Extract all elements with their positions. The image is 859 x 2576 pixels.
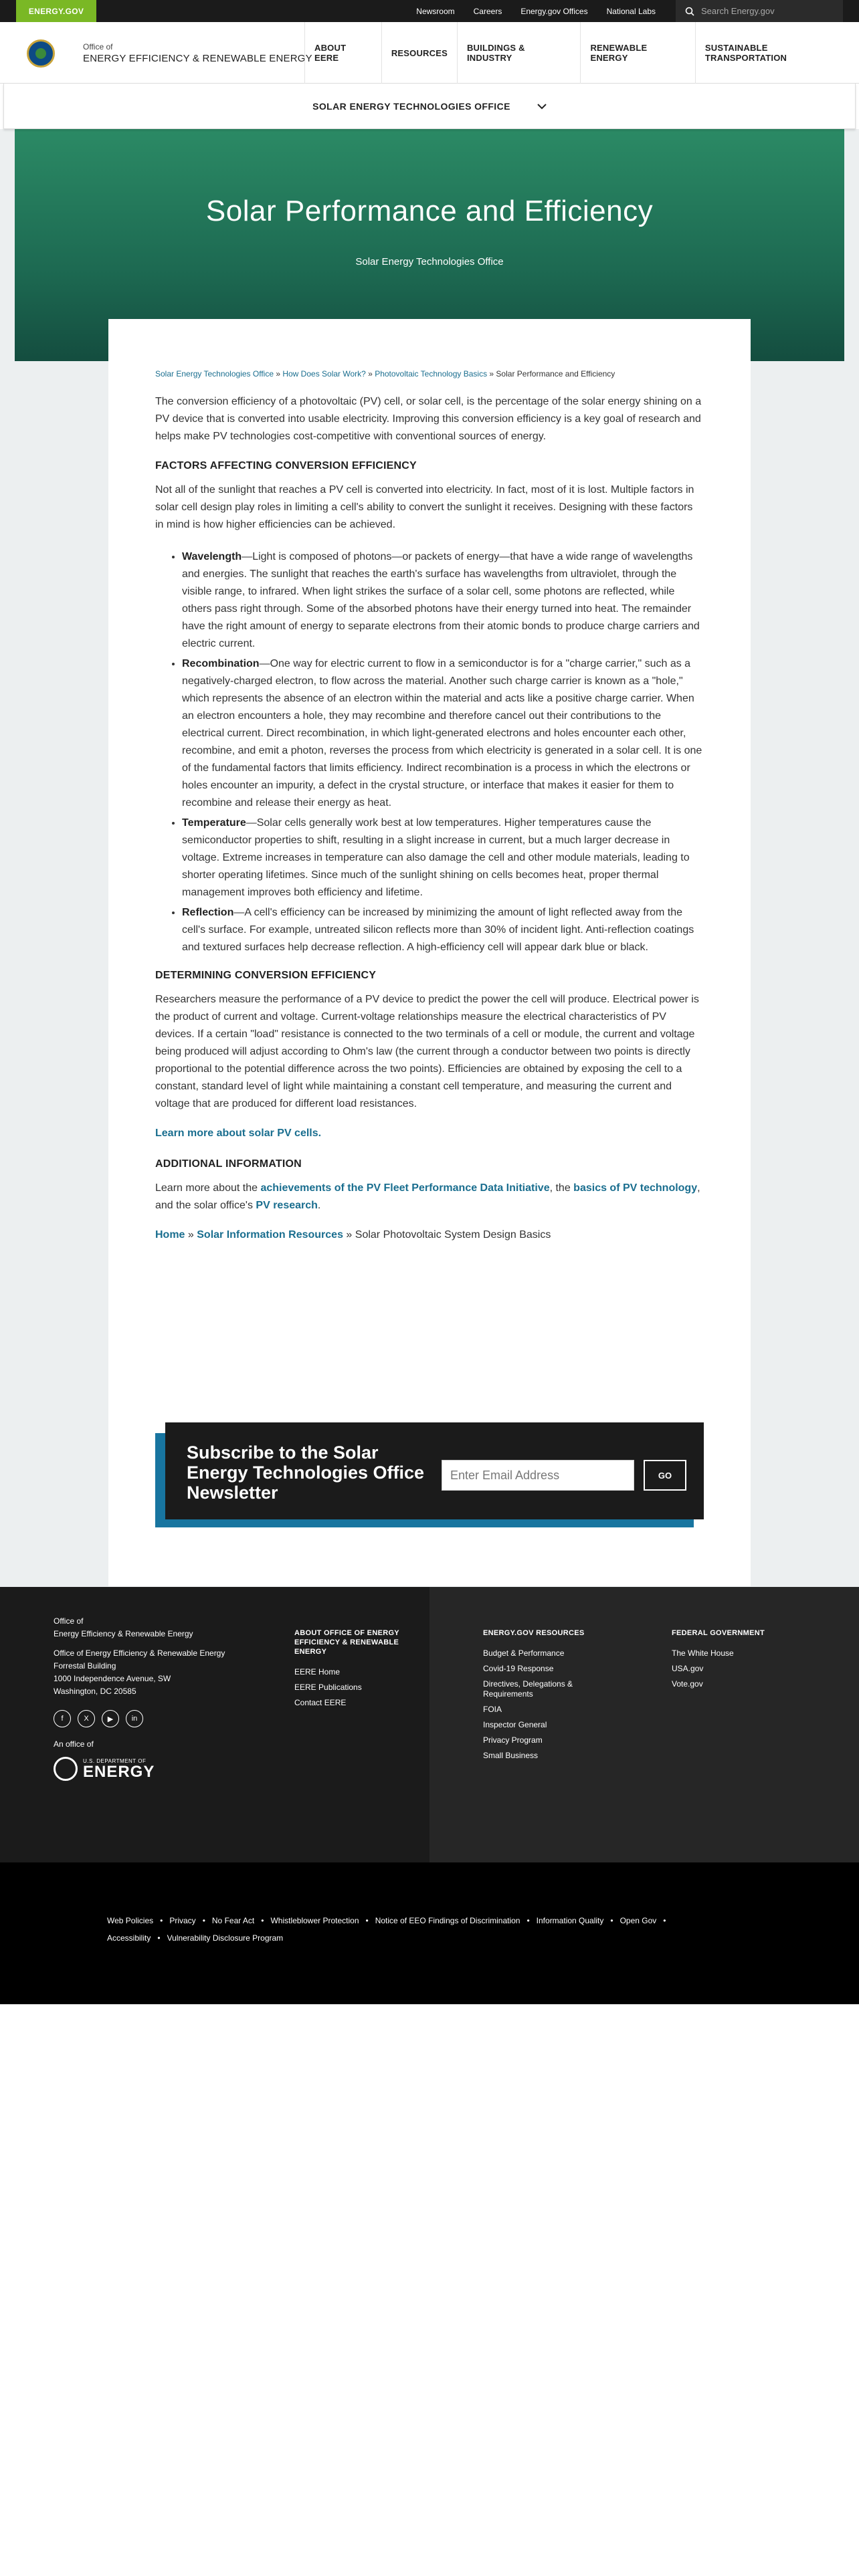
factors-heading: FACTORS AFFECTING CONVERSION EFFICIENCY <box>155 460 417 471</box>
footer-federal-heading: FEDERAL GOVERNMENT <box>672 1629 765 1637</box>
footer-link[interactable]: EERE Publications <box>294 1683 362 1692</box>
footer-link[interactable]: Budget & Performance <box>483 1648 565 1658</box>
subscribe-box <box>165 1422 704 1519</box>
search-input[interactable] <box>701 6 835 16</box>
address-line: Office of Energy Efficiency & Renewable Energy <box>54 1648 225 1658</box>
office-logo[interactable] <box>83 42 312 64</box>
learn-more-link[interactable]: Learn more about solar PV cells. <box>155 1128 322 1139</box>
office-subnav[interactable] <box>3 84 856 129</box>
linkedin-icon[interactable]: in <box>126 1710 143 1727</box>
energy-gov-brand[interactable]: ENERGY.GOV <box>16 0 96 22</box>
footer-about-column <box>294 1628 411 1713</box>
legal-separator: • <box>160 1916 163 1925</box>
footer-office-small: Office of <box>54 1616 84 1626</box>
main-header <box>0 22 859 84</box>
legal-separator: • <box>610 1916 613 1925</box>
legal-link[interactable]: Web Policies <box>107 1916 154 1925</box>
factor-desc: —One way for electric current to flow in a semiconductor is for a "charge carrier," such as a negatively-charged electron, to flow across the material. Another such charge carrier is known as a "hole," which represents the absence of an electron within the material and acts like a positive charge carrier. When an electron encounters a hole, they may recombine and therefore cancel out their contributions to the electrical current. Direct recombination, in which light-generated electrons and holes encounter each other, recombine, and emit a photon, reverses the process from which electricity is generated in a solar cell. It is one of the fundamental factors that limits efficiency. Indirect recombination is a process in which the electrons or holes encounter an impurity, a defect in the crystal structure, or interface that makes it easier for them to recombine and release their energy as heat. <box>182 658 702 809</box>
list-item <box>182 904 704 956</box>
address-line: 1000 Independence Avenue, SW <box>54 1674 171 1683</box>
youtube-icon[interactable]: ▶ <box>102 1710 119 1727</box>
text-fragment: . <box>317 1200 321 1211</box>
legal-link[interactable]: Accessibility <box>107 1933 151 1943</box>
footer-office-logo[interactable] <box>54 1615 254 1640</box>
doe-logo-small: U.S. DEPARTMENT OF <box>83 1757 147 1764</box>
footer <box>0 1587 859 1862</box>
email-field[interactable] <box>442 1460 634 1491</box>
footer-resources-column <box>483 1628 603 1766</box>
determining-heading: DETERMINING CONVERSION EFFICIENCY <box>155 970 377 981</box>
nav-resources[interactable]: RESOURCES <box>381 22 457 84</box>
subscribe-go-button[interactable]: GO <box>644 1460 686 1491</box>
footer-resources-heading: ENERGY.GOV RESOURCES <box>483 1629 585 1637</box>
list-item <box>182 815 704 901</box>
legal-footer <box>0 1862 859 2004</box>
pv-research-link[interactable]: PV research <box>256 1200 318 1211</box>
trail-home-link[interactable]: Home <box>155 1229 185 1241</box>
additional-heading: ADDITIONAL INFORMATION <box>155 1158 302 1170</box>
main-nav <box>304 22 859 84</box>
legal-separator: • <box>663 1916 666 1925</box>
breadcrumb-separator: » <box>365 369 375 379</box>
trail-separator: » <box>343 1229 355 1241</box>
legal-links-row <box>107 1933 749 1943</box>
page-title: Solar Performance and Efficiency <box>205 195 654 227</box>
utility-link-newsroom[interactable]: Newsroom <box>416 6 455 16</box>
doe-logo[interactable] <box>54 1757 254 1781</box>
nav-about-eere[interactable]: ABOUT EERE <box>304 22 381 84</box>
utility-link-careers[interactable]: Careers <box>473 6 502 16</box>
legal-link[interactable]: Information Quality <box>536 1916 604 1925</box>
legal-link[interactable]: Notice of EEO Findings of Discrimination <box>375 1916 520 1925</box>
office-subnav-title: SOLAR ENERGY TECHNOLOGIES OFFICE <box>312 100 510 112</box>
list-item <box>182 655 704 812</box>
footer-about-heading: ABOUT OFFICE OF ENERGY EFFICIENCY & RENEWABLE ENERGY <box>294 1629 399 1656</box>
chevron-down-icon[interactable] <box>537 103 547 110</box>
an-office-of-label: An office of <box>54 1739 94 1749</box>
factor-desc: —A cell's efficiency can be increased by minimizing the amount of light reflected away from the cell's surface. For example, untreated silicon reflects more than 30% of incident light. Anti-reflection coatings and textured surfaces help decrease reflection. A high-efficiency cell will appear dark blue or black. <box>182 907 694 953</box>
text-fragment: , and the solar office's <box>155 1182 700 1211</box>
utility-bar <box>0 0 859 22</box>
office-logo-name: ENERGY EFFICIENCY & RENEWABLE ENERGY <box>83 53 312 64</box>
nav-renewable-energy[interactable]: RENEWABLE ENERGY <box>580 22 694 84</box>
text-fragment: , the <box>549 1182 574 1194</box>
legal-links-row <box>107 1916 749 1925</box>
breadcrumb-current: Solar Performance and Efficiency <box>496 369 615 379</box>
legal-separator: • <box>157 1933 161 1943</box>
bottom-breadcrumb <box>155 1229 704 1241</box>
intro-paragraph: The conversion efficiency of a photovoltaic (PV) cell, or solar cell, is the percentage of the solar energy shining on a PV device that is converted into usable electricity. Improving this conversion efficiency is a key goal of research and helps make PV technologies cost-competitive with conventional sources of energy. <box>155 396 702 442</box>
nav-sustainable-transportation[interactable]: SUSTAINABLE TRANSPORTATION <box>695 22 859 84</box>
legal-separator: • <box>202 1916 205 1925</box>
search-icon[interactable] <box>685 7 694 16</box>
factor-term: Recombination <box>182 658 260 669</box>
footer-office-column <box>54 1615 254 1781</box>
x-icon[interactable]: X <box>78 1710 95 1727</box>
factor-term: Temperature <box>182 817 246 829</box>
utility-link-labs[interactable]: National Labs <box>606 6 656 16</box>
footer-link[interactable]: FOIA <box>483 1705 502 1714</box>
legal-link[interactable]: Open Gov <box>619 1916 657 1925</box>
determining-paragraph: Researchers measure the performance of a PV device to predict the power the cell will produce. Electrical power is the product of current and voltage. Current-voltage relationships measure the electrical characteristics of PV devices. If a certain "load" resistance is connected to the two terminals of a cell or module, the current and voltage being produced will adjust according to Ohm's law (the current through a conductor between two points is directly proportional to the potential difference across the two points). Efficiencies are obtained by exposing the cell to a constant, standard level of light while maintaining a constant cell temperature, and measuring the current and voltage that are produced for different load resistances. <box>155 994 699 1109</box>
legal-separator: • <box>527 1916 530 1925</box>
trail-current: Solar Photovoltaic System Design Basics <box>355 1229 551 1241</box>
footer-link[interactable]: USA.gov <box>672 1664 704 1673</box>
pv-fleet-link[interactable]: achievements of the PV Fleet Performance Data Initiative <box>260 1182 550 1194</box>
main-content <box>108 319 751 1586</box>
footer-address <box>54 1647 254 1698</box>
additional-paragraph <box>155 1180 704 1214</box>
trail-separator: » <box>185 1229 197 1241</box>
factor-desc: —Solar cells generally work best at low temperatures. Higher temperatures cause the semiconductor properties to shift, resulting in a slight increase in current, but a much larger decrease in voltage. Extreme increases in temperature can also damage the cell and other module materials, leading to shorter operating lifetimes. Since much of the sunlight shining on cells becomes heat, proper thermal management improves both efficiency and lifetime. <box>182 817 690 898</box>
breadcrumb-separator: » <box>274 369 283 379</box>
nav-buildings-industry[interactable]: BUILDINGS & INDUSTRY <box>457 22 581 84</box>
legal-separator: • <box>261 1916 264 1925</box>
footer-office-name: Energy Efficiency & Renewable Energy <box>54 1629 193 1638</box>
list-item <box>182 548 704 653</box>
factor-term: Reflection <box>182 907 234 918</box>
breadcrumb-link[interactable]: How Does Solar Work? <box>282 369 366 379</box>
footer-link[interactable]: Vote.gov <box>672 1679 703 1689</box>
footer-federal-column <box>672 1628 805 1695</box>
text-fragment: Learn more about the <box>155 1182 261 1194</box>
footer-link[interactable]: The White House <box>672 1648 734 1658</box>
subscribe-block <box>155 1422 704 1527</box>
factor-desc: —Light is composed of photons—or packets of energy—that have a wide range of wavelengths and energies. The sunlight that reaches the earth's surface has wavelengths from ultraviolet, through the visible range, to infrared. When light strikes the surface of a solar cell, some photons are reflected, while others pass right through. Some of the absorbed photons have their energy turned into heat. The remainder have the right amount of energy to separate electrons from their atomic bonds to produce charge carriers and electric current. <box>182 551 700 649</box>
legal-link[interactable]: Privacy <box>169 1916 196 1925</box>
utility-links <box>407 0 665 22</box>
footer-link[interactable]: Small Business <box>483 1751 539 1760</box>
trail-resources-link[interactable]: Solar Information Resources <box>197 1229 343 1241</box>
office-logo-small: Office of <box>83 42 113 51</box>
footer-link[interactable]: Covid-19 Response <box>483 1664 554 1673</box>
doe-seal-icon <box>54 1757 78 1781</box>
facebook-icon[interactable]: f <box>54 1710 71 1727</box>
footer-link[interactable]: Directives, Delegations & Requirements <box>483 1679 573 1699</box>
legal-link[interactable]: Vulnerability Disclosure Program <box>167 1933 284 1943</box>
address-line: Forrestal Building <box>54 1661 116 1671</box>
factors-paragraph: Not all of the sunlight that reaches a PV cell is converted into electricity. In fact, most of it is lost. Multiple factors in solar cell design play roles in limiting a cell's ability to convert the sunlight it receives. Designing with these factors in mind is how higher efficiencies can be achieved. <box>155 484 694 530</box>
breadcrumb-separator: » <box>487 369 496 379</box>
address-line: Washington, DC 20585 <box>54 1687 136 1696</box>
factors-list <box>182 548 704 956</box>
legal-link[interactable]: No Fear Act <box>211 1916 255 1925</box>
doe-logo-big: ENERGY <box>83 1762 155 1781</box>
pv-basics-link[interactable]: basics of PV technology <box>573 1182 698 1194</box>
footer-link[interactable]: Contact EERE <box>294 1698 347 1707</box>
breadcrumb <box>155 369 704 379</box>
page-subtitle: Solar Energy Technologies Office <box>355 256 504 267</box>
social-links <box>54 1710 254 1727</box>
factor-term: Wavelength <box>182 551 242 562</box>
footer-link[interactable]: Privacy Program <box>483 1735 543 1745</box>
search-box <box>676 0 843 22</box>
footer-link[interactable]: EERE Home <box>294 1667 341 1677</box>
footer-link[interactable]: Inspector General <box>483 1720 547 1729</box>
breadcrumb-link[interactable]: Solar Energy Technologies Office <box>155 369 274 379</box>
subscribe-title: Subscribe to the Solar Energy Technologies Office Newsletter <box>187 1442 425 1503</box>
utility-link-offices[interactable]: Energy.gov Offices <box>520 6 588 16</box>
doe-seal-icon[interactable] <box>27 39 55 68</box>
legal-separator: • <box>365 1916 369 1925</box>
breadcrumb-link[interactable]: Photovoltaic Technology Basics <box>375 369 488 379</box>
legal-link[interactable]: Whistleblower Protection <box>270 1916 359 1925</box>
